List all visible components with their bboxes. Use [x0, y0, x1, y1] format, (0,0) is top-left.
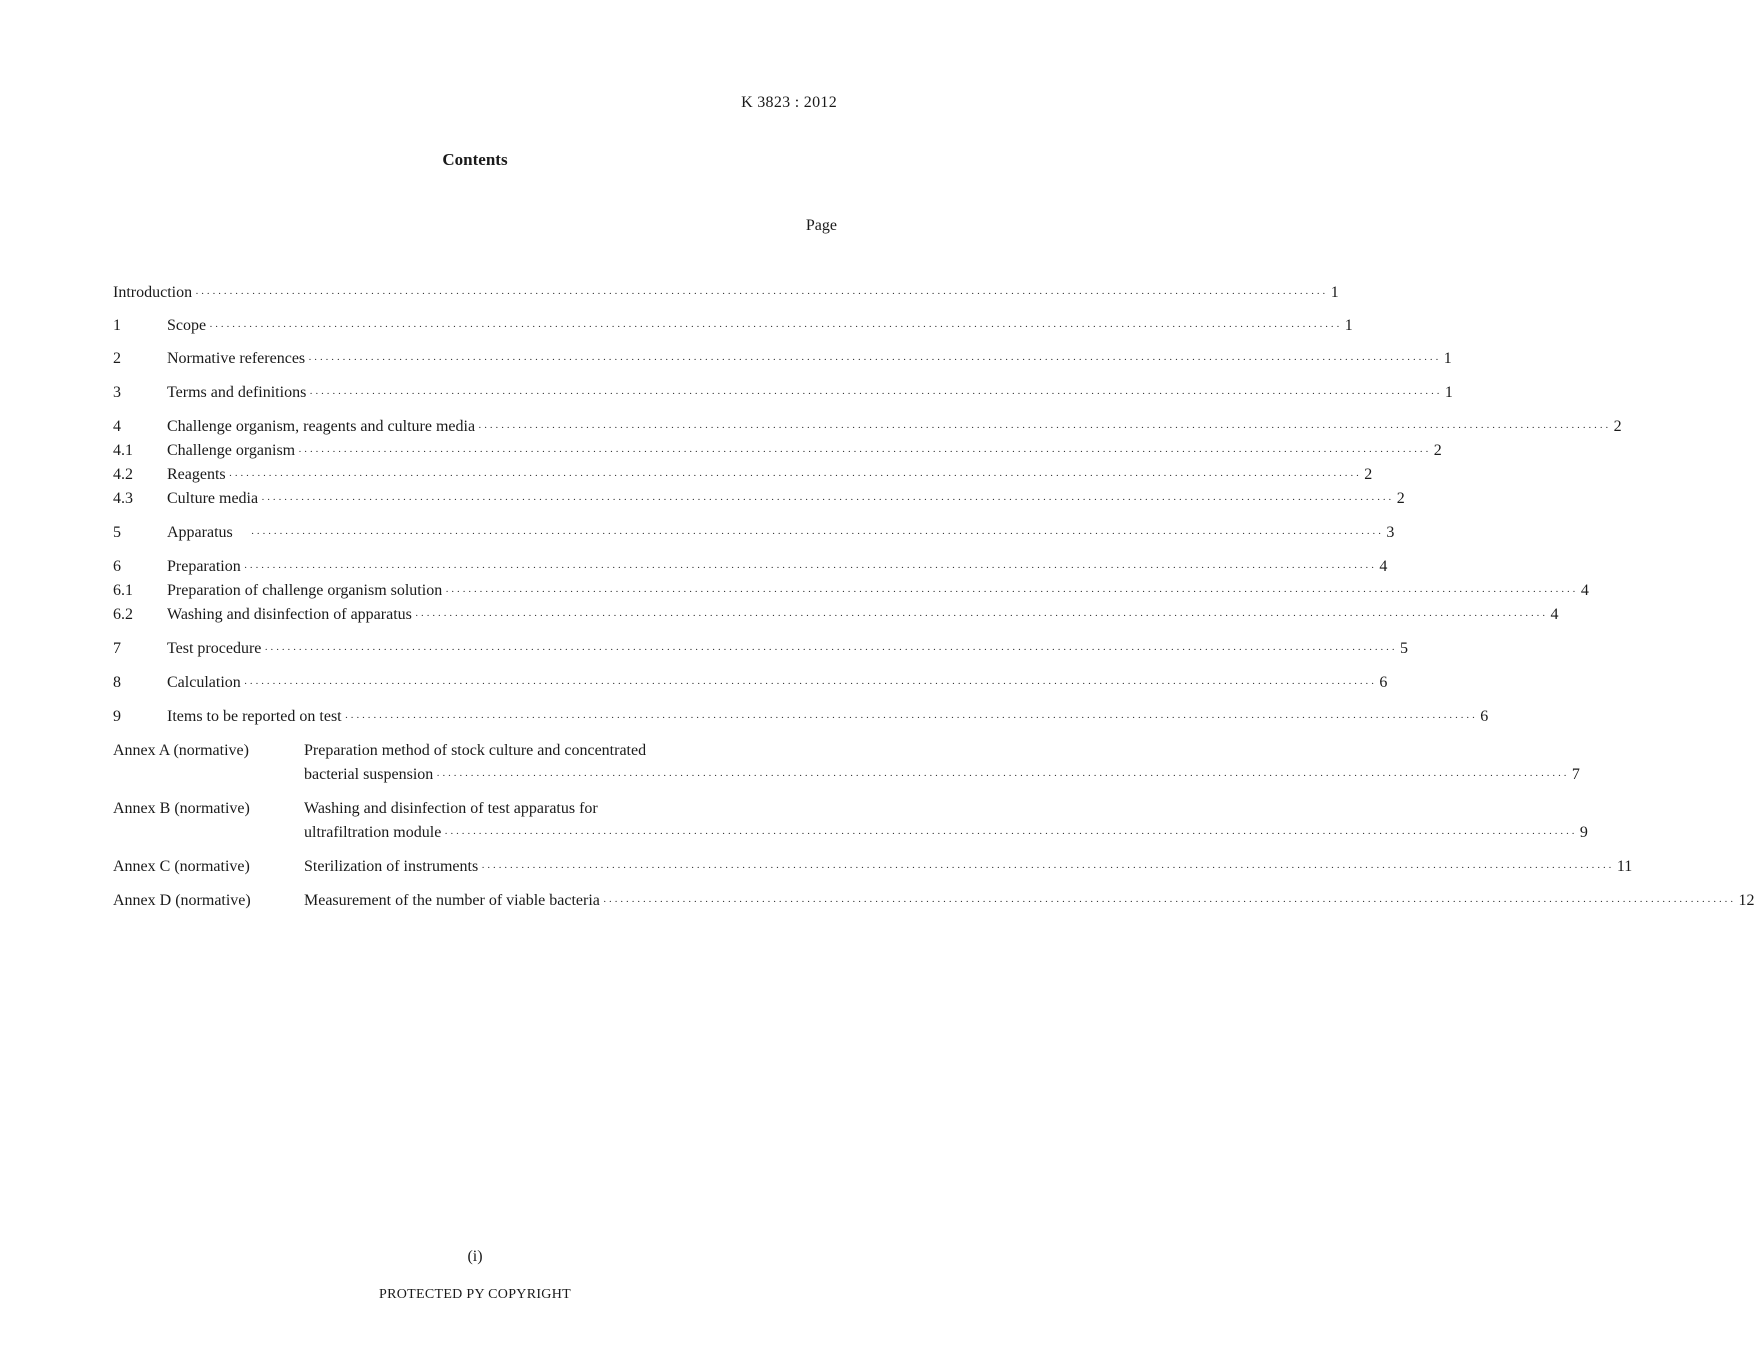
- dot-leader: ········································································································································································································: [209, 321, 1342, 333]
- toc-entry-calculation[interactable]: [113, 671, 1388, 695]
- toc-entry-annex-b[interactable]: [113, 797, 1588, 845]
- toc-entry-title: Preparation: [167, 558, 241, 575]
- toc-entry-normative-references[interactable]: [113, 347, 1452, 371]
- dot-leader: ········································································································································································································: [344, 712, 1478, 724]
- toc-entry-page: 1: [1444, 384, 1453, 401]
- toc-entry-page: 3: [1386, 524, 1395, 541]
- dot-leader: ········································································································································································································: [478, 422, 1611, 434]
- toc-entry-number: 4: [113, 418, 121, 435]
- toc-entry-title: Terms and definitions: [167, 384, 307, 401]
- toc-entry-number: 6.2: [113, 606, 133, 623]
- toc-entry-culture-media[interactable]: [113, 487, 1405, 511]
- toc-entry-items-reported[interactable]: [113, 705, 1489, 729]
- annex-label: Annex A (normative): [113, 742, 249, 759]
- toc-entry-number: 1: [113, 317, 121, 334]
- dot-leader: ········································································································································································································: [195, 288, 1328, 300]
- annex-title-line: [304, 821, 1588, 845]
- toc-entry-title: Scope: [167, 317, 207, 334]
- toc-entry-apparatus[interactable]: [113, 521, 1395, 545]
- table-of-contents: [113, 280, 1755, 913]
- toc-entry-number: 6.1: [113, 582, 133, 599]
- dot-leader: ········································································································································································································: [243, 562, 1377, 574]
- toc-entry-title: Calculation: [167, 674, 241, 691]
- annex-title-line: [304, 739, 818, 763]
- toc-entry-title: Measurement of the number of viable bacteria: [304, 892, 600, 909]
- toc-entry-number: 5: [113, 524, 121, 541]
- dot-leader: ········································································································································································································: [445, 586, 1578, 598]
- toc-entry-title: Test procedure: [167, 640, 262, 657]
- document-id: K 3823 : 2012: [741, 94, 837, 111]
- page-title: Contents: [442, 150, 508, 169]
- toc-entry-number: 4.2: [113, 466, 133, 483]
- toc-entry-title: Culture media: [167, 490, 259, 507]
- toc-entry-page: 4: [1379, 558, 1388, 575]
- toc-entry-page: 7: [1571, 766, 1580, 783]
- toc-entry-page: 4: [1580, 582, 1589, 599]
- toc-entry-number: 8: [113, 674, 121, 691]
- toc-entry-title: Introduction: [113, 284, 193, 301]
- dot-leader: ········································································································································································································: [481, 862, 1614, 874]
- dot-leader: ········································································································································································································: [250, 528, 1384, 540]
- toc-entry-test-procedure[interactable]: [113, 637, 1409, 661]
- annex-label: Annex D (normative): [113, 892, 251, 909]
- toc-entry-title: Apparatus: [167, 524, 233, 541]
- toc-entry-number: 4.3: [113, 490, 133, 507]
- toc-entry-title: bacterial suspension: [304, 766, 434, 783]
- annex-title-line: [304, 855, 1633, 879]
- toc-entry-annex-a[interactable]: [113, 739, 1580, 787]
- toc-entry-number: 2: [113, 350, 121, 367]
- footer-page-number: (i): [467, 1248, 483, 1265]
- annex-label: Annex B (normative): [113, 800, 250, 817]
- toc-entry-page: 6: [1379, 674, 1388, 691]
- page-column-heading: Page: [805, 217, 837, 234]
- annex-label: Annex C (normative): [113, 858, 250, 875]
- toc-entry-reagents[interactable]: [113, 463, 1373, 487]
- toc-entry-preparation[interactable]: [113, 555, 1388, 579]
- toc-entry-page: 12: [1738, 892, 1755, 909]
- toc-entry-washing-disinfection[interactable]: [113, 603, 1559, 627]
- toc-entry-page: 2: [1364, 466, 1373, 483]
- annex-title-line: [304, 889, 1755, 913]
- toc-entry-title: Items to be reported on test: [167, 708, 342, 725]
- dot-leader: ········································································································································································································: [308, 354, 1441, 366]
- toc-entry-number: 4.1: [113, 442, 133, 459]
- toc-entry-page: 5: [1400, 640, 1409, 657]
- toc-entry-page: 1: [1443, 350, 1452, 367]
- toc-entry-title: Challenge organism, reagents and culture media: [167, 418, 476, 435]
- toc-entry-title: Challenge organism: [167, 442, 296, 459]
- toc-entry-page: 2: [1433, 442, 1442, 459]
- toc-entry-terms-definitions[interactable]: [113, 381, 1453, 405]
- dot-leader: ········································································································································································································: [228, 470, 1362, 482]
- annex-title-line: [304, 797, 818, 821]
- toc-entry-title: Reagents: [167, 466, 226, 483]
- copyright-notice: PROTECTED PY COPYRIGHT: [379, 1287, 571, 1302]
- toc-entry-annex-c[interactable]: [113, 855, 1633, 879]
- toc-entry-title: Preparation of challenge organism solution: [167, 582, 443, 599]
- toc-entry-title: Sterilization of instruments: [304, 858, 479, 875]
- toc-entry-page: 2: [1396, 490, 1405, 507]
- toc-entry-annex-d[interactable]: [113, 889, 1755, 913]
- toc-entry-number: 9: [113, 708, 121, 725]
- toc-entry-page: 1: [1330, 284, 1339, 301]
- toc-entry-number: 3: [113, 384, 121, 401]
- dot-leader: ········································································································································································································: [436, 770, 1569, 782]
- annex-title-line: [304, 763, 1580, 787]
- toc-entry-title: Washing and disinfection of apparatus: [167, 606, 412, 623]
- toc-entry-page: 4: [1550, 606, 1559, 623]
- dot-leader: ········································································································································································································: [414, 610, 1548, 622]
- toc-entry-challenge-organism-reagents[interactable]: [113, 415, 1622, 439]
- toc-entry-page: 2: [1613, 418, 1622, 435]
- toc-entry-title: ultrafiltration module: [304, 824, 442, 841]
- toc-entry-number: 7: [113, 640, 121, 657]
- toc-entry-page: 9: [1579, 824, 1588, 841]
- dot-leader: ········································································································································································································: [298, 446, 1431, 458]
- dot-leader: ········································································································································································································: [264, 644, 1398, 656]
- toc-entry-introduction[interactable]: [113, 281, 1339, 305]
- dot-leader: ········································································································································································································: [243, 678, 1377, 690]
- toc-entry-preparation-challenge-solution[interactable]: [113, 579, 1589, 603]
- dot-leader: ········································································································································································································: [309, 388, 1442, 400]
- toc-entry-title: Normative references: [167, 350, 306, 367]
- dot-leader: ········································································································································································································: [444, 828, 1577, 840]
- toc-entry-scope[interactable]: [113, 314, 1353, 338]
- toc-entry-number: 6: [113, 558, 121, 575]
- dot-leader: ········································································································································································································: [261, 494, 1394, 506]
- toc-entry-page: 11: [1616, 858, 1633, 875]
- toc-entry-challenge-organism[interactable]: [113, 439, 1442, 463]
- toc-entry-title: Preparation method of stock culture and concentrated: [304, 742, 647, 759]
- dot-leader: ········································································································································································································: [602, 896, 1736, 908]
- toc-entry-title: Washing and disinfection of test apparatus for: [304, 800, 598, 817]
- toc-entry-page: 1: [1344, 317, 1353, 334]
- toc-entry-page: 6: [1480, 708, 1489, 725]
